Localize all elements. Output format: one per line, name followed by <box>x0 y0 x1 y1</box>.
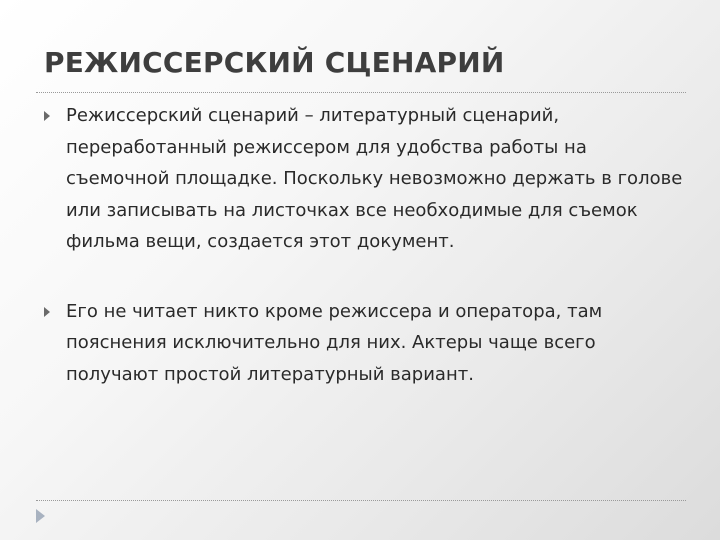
bullet-text: Его не читает никто кроме режиссера и оператора, там пояснения исключительно для них. Актеры чаще всего получают простой литературный вариант. <box>66 300 603 385</box>
corner-triangle-icon <box>36 509 45 523</box>
triangle-bullet-icon <box>44 307 50 317</box>
bullet-item <box>44 100 684 258</box>
title-divider <box>36 92 686 93</box>
slide-title: РЕЖИССЕРСКИЙ СЦЕНАРИЙ <box>44 46 505 79</box>
bullet-item <box>44 296 684 391</box>
bullet-text: Режиссерский сценарий – литературный сценарий, переработанный режиссером для удобства работы на съемочной площадке. Поскольку невозможно держать в голове или записывать на листочках все необходимые для съемок фильма вещи, создается этот документ. <box>66 105 683 252</box>
footer-divider <box>36 500 686 501</box>
bullet-list <box>44 100 684 390</box>
triangle-bullet-icon <box>44 111 50 121</box>
